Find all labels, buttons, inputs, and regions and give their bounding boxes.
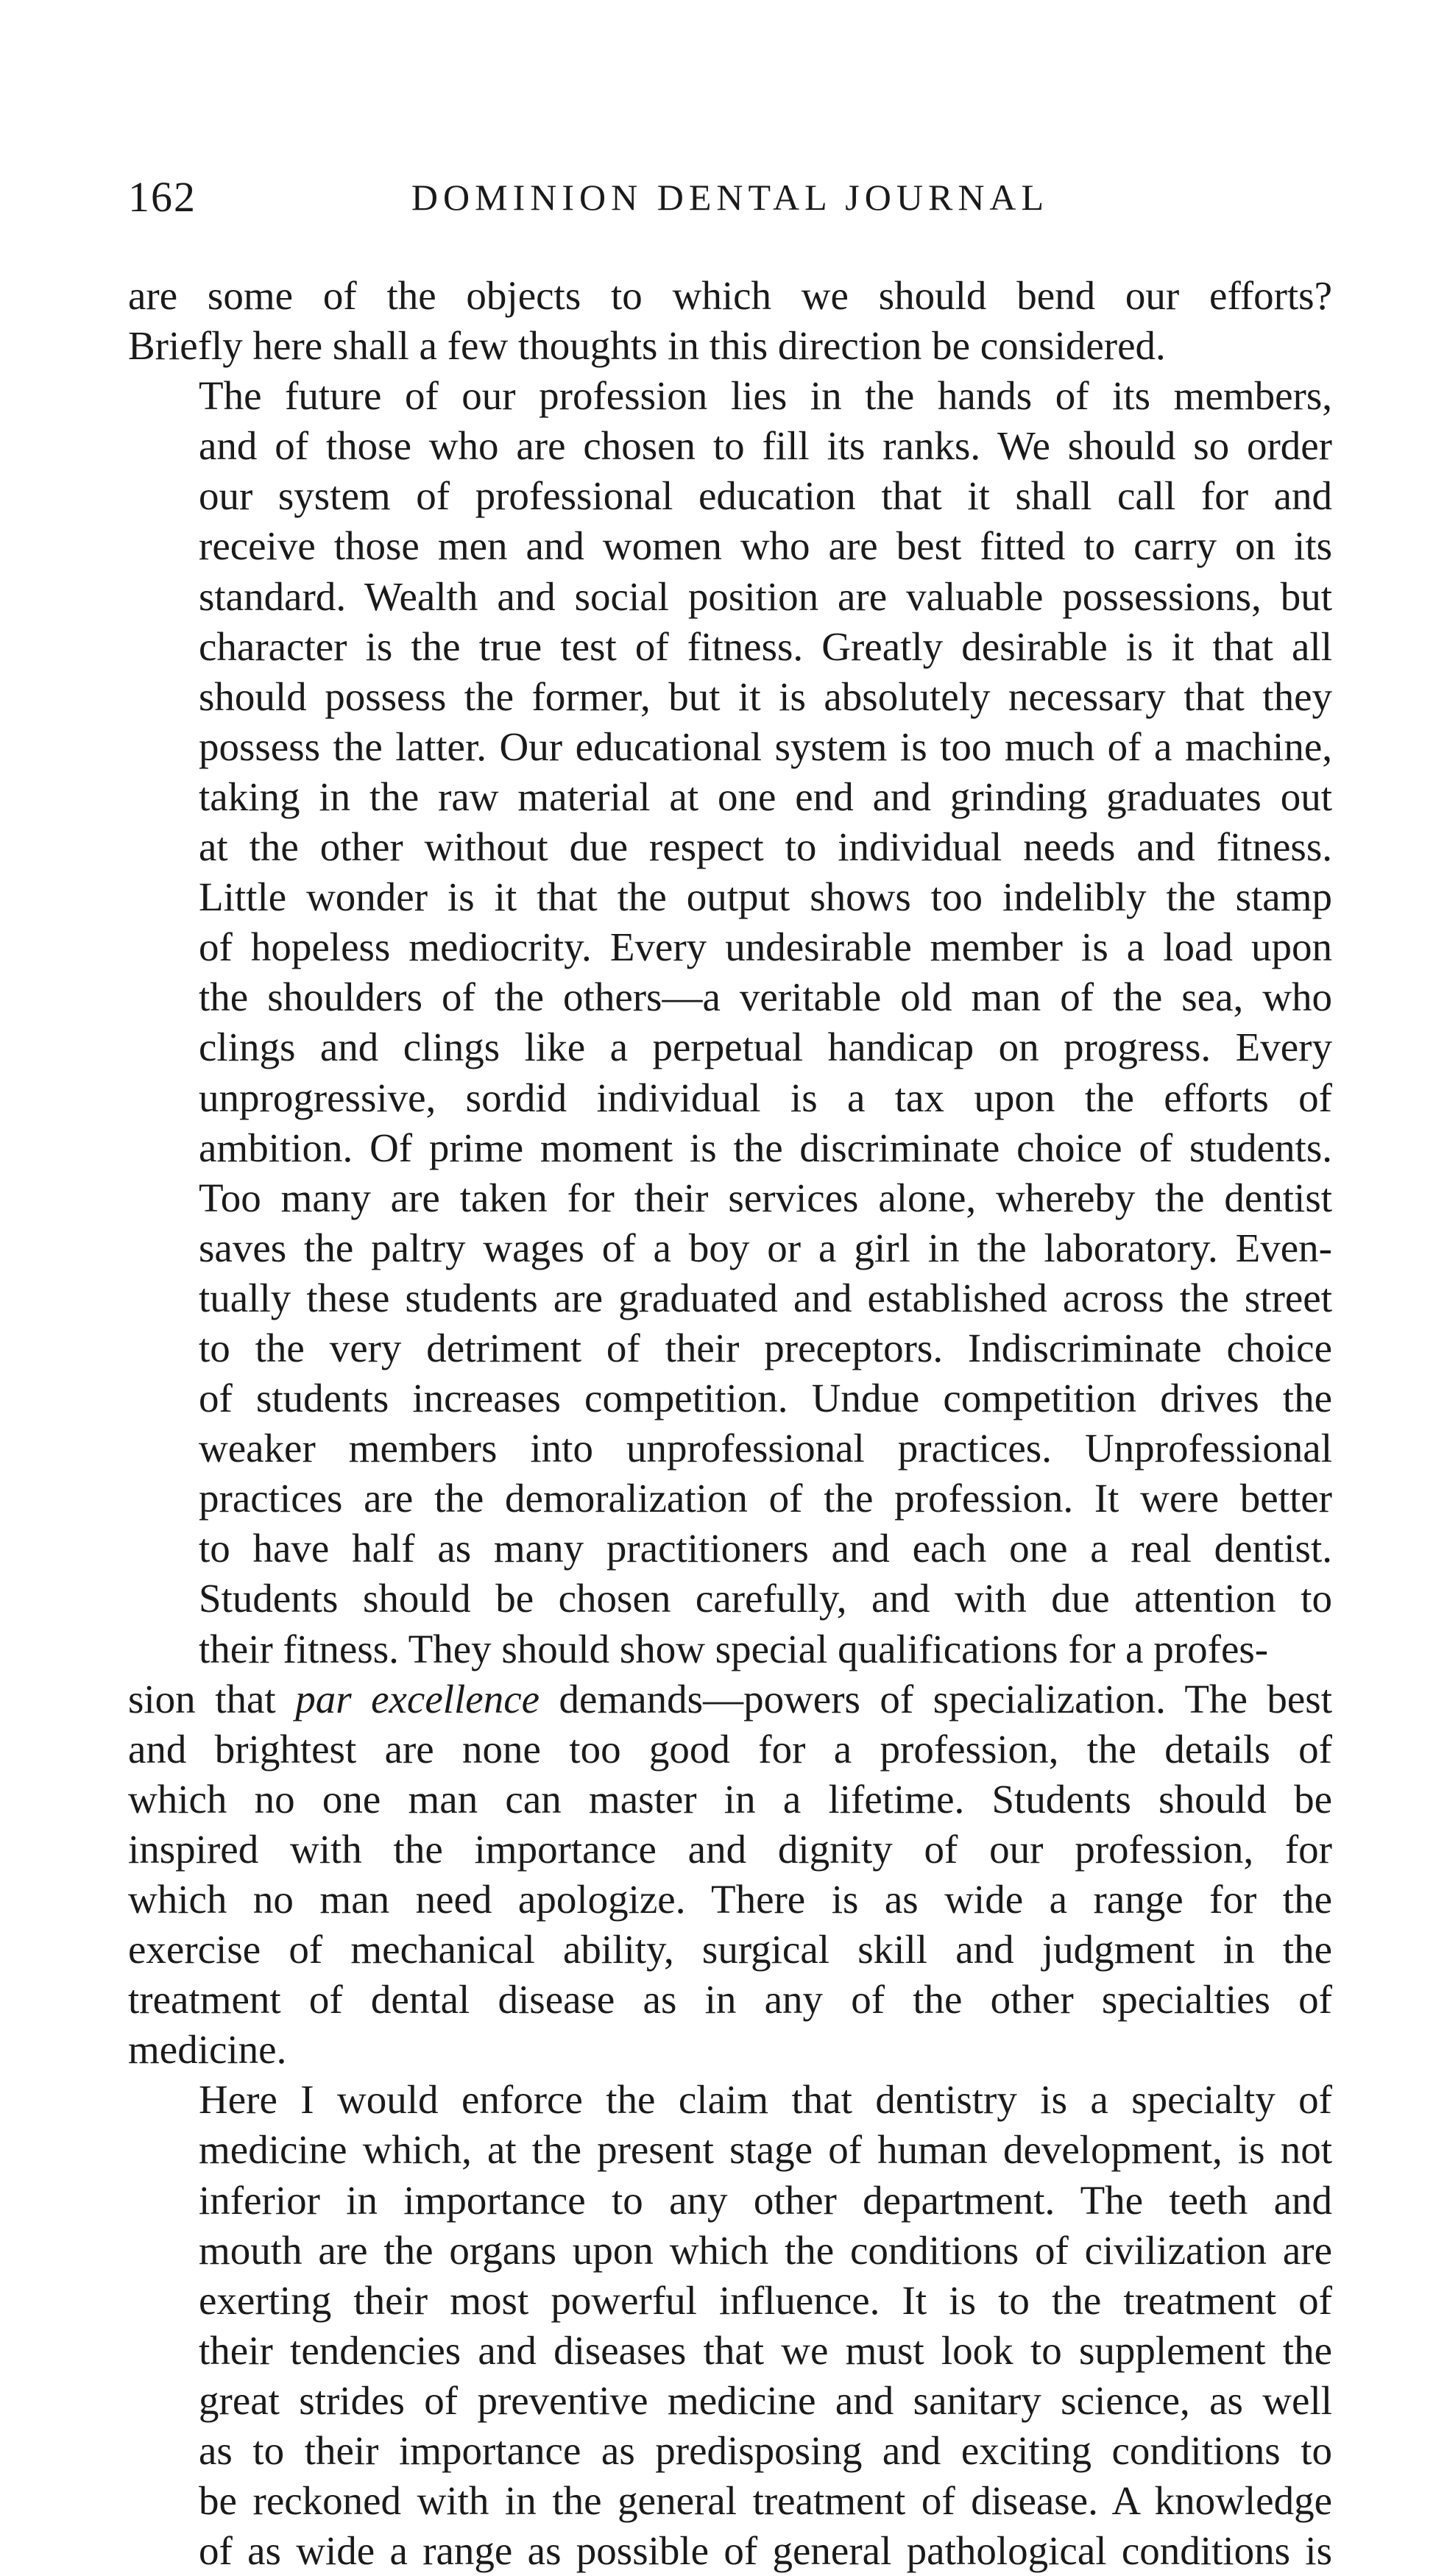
text-line: and brightest are none too good for a profession, the details of (128, 1726, 1332, 1772)
text-line: receive those men and women who are best fitted to carry on its (199, 523, 1332, 569)
text-line: as to their importance as predisposing and exciting conditions to (199, 2428, 1332, 2474)
text-segment: demands—powers of specialization. The best (539, 1676, 1332, 1722)
text-line: are some of the objects to which we should bend our efforts? (128, 273, 1332, 318)
text-line: standard. Wealth and social position are valuable possessions, but (199, 573, 1332, 619)
text-line: weaker members into unprofessional practices. Unprofessional (199, 1426, 1332, 1471)
text-line: ambition. Of prime moment is the discriminate choice of students. (199, 1125, 1332, 1170)
text-line: medicine. (128, 2027, 287, 2073)
text-line: be reckoned with in the general treatment of disease. A knowledge (199, 2478, 1332, 2524)
text-line: their tendencies and diseases that we must look to supplement the (199, 2327, 1332, 2373)
text-line: saves the paltry wages of a boy or a girl in the laboratory. Even- (199, 1225, 1332, 1270)
page-header (128, 171, 1332, 224)
text-line: mouth are the organs upon which the conditions of civilization are (199, 2227, 1332, 2273)
text-line: taking in the raw material at one end and grinding graduates out (199, 774, 1332, 819)
text-line: their fitness. They should show special qualifications for a profes- (199, 1626, 1269, 1671)
running-title: DOMINION DENTAL JOURNAL (411, 177, 1050, 218)
text-line: practices are the demoralization of the profession. It were better (199, 1476, 1332, 1521)
text-line: and of those who are chosen to fill its ranks. We should so order (199, 423, 1332, 469)
paragraph (128, 2075, 1332, 2576)
text-line: Too many are taken for their services alone, whereby the dentist (199, 1175, 1332, 1220)
text-line: medicine which, at the present stage of human development, is not (199, 2127, 1332, 2173)
paragraph (128, 271, 1332, 371)
text-line: clings and clings like a perpetual handicap on progress. Every (199, 1025, 1332, 1070)
text-line: tually these students are graduated and established across the street (199, 1275, 1332, 1320)
text-line: treatment of dental disease as in any of the other specialties of (128, 1977, 1332, 2023)
text-line: exercise of mechanical ability, surgical skill and judgment in the (128, 1927, 1332, 1972)
text-line: Students should be chosen carefully, and with due attention to (199, 1576, 1332, 1621)
text-line: great strides of preventive medicine and sanitary science, as well (199, 2377, 1332, 2423)
text-line: Here I would enforce the claim that dentistry is a specialty of (199, 2077, 1332, 2123)
text-segment: sion that (128, 1676, 296, 1722)
italic-phrase: par excellence (295, 1676, 540, 1722)
text-line: character is the true test of fitness. Greatly desirable is it that all (199, 623, 1332, 669)
text-line: which no one man can master in a lifetime. Students should be (128, 1776, 1332, 1822)
text-line: the shoulders of the others—a veritable old man of the sea, who (199, 974, 1332, 1020)
text-line: of as wide a range as possible of general pathological conditions is (199, 2528, 1332, 2574)
text-line: of hopeless mediocrity. Every undesirable member is a load upon (199, 924, 1332, 970)
text-line: to have half as many practitioners and each one a real dentist. (199, 1526, 1332, 1571)
text-line: our system of professional education that it shall call for and (199, 473, 1332, 519)
paragraph (128, 371, 1332, 1674)
text-line (128, 1674, 1332, 1724)
text-line: should possess the former, but it is absolutely necessary that they (199, 673, 1332, 719)
body-text (128, 271, 1332, 2576)
text-line: exerting their most powerful influence. It is to the treatment of (199, 2277, 1332, 2323)
text-line: inferior in importance to any other department. The teeth and (199, 2177, 1332, 2223)
text-line: inspired with the importance and dignity of our profession, for (128, 1826, 1332, 1872)
paragraph (128, 1674, 1332, 2076)
text-line: which no man need apologize. There is as wide a range for the (128, 1877, 1332, 1922)
text-line: to the very detriment of their preceptors. Indiscriminate choice (199, 1325, 1332, 1370)
text-line: at the other without due respect to individual needs and fitness. (199, 824, 1332, 870)
text-line: Briefly here shall a few thoughts in this direction be considered. (128, 323, 1166, 369)
text-line: Little wonder is it that the output shows too indelibly the stamp (199, 874, 1332, 920)
text-line: possess the latter. Our educational system is too much of a machine, (199, 723, 1332, 769)
text-line: unprogressive, sordid individual is a tax upon the efforts of (199, 1075, 1332, 1120)
text-line: The future of our profession lies in the hands of its members, (199, 373, 1332, 419)
page-number: 162 (128, 173, 197, 221)
text-line: of students increases competition. Undue competition drives the (199, 1376, 1332, 1421)
